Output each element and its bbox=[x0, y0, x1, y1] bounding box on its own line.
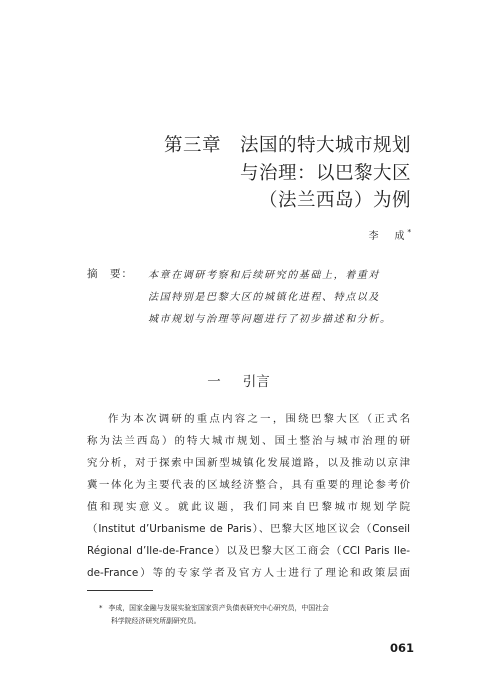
section-heading bbox=[0, 370, 477, 390]
body-text-line: 称为法兰西岛）的特大城市规划、国土整治与城市治理的研 bbox=[87, 435, 410, 447]
body-text-line: 作为本次调研的重点内容之一，围绕巴黎大区（正式名 bbox=[108, 413, 410, 425]
body-text-line: 冀一体化为主要代表的区域经济整合，具有重要的理论参考价 bbox=[87, 479, 410, 491]
author-footnote-mark[interactable]: * bbox=[407, 228, 411, 237]
chapter-title-line-3: （法兰西岛）为例 bbox=[258, 190, 411, 211]
abstract-label: 摘 要： bbox=[87, 268, 133, 280]
footnote-mark: * bbox=[99, 604, 103, 612]
page-number: 061 bbox=[390, 641, 415, 655]
abstract-line: 城市规划与治理等问题进行了初步描述和分析。 bbox=[148, 314, 392, 325]
footnote-divider bbox=[87, 590, 153, 591]
section-number: 一 bbox=[207, 374, 221, 390]
body-text-line: de-France）等的专家学者及官方人士进行了理论和政策层面 bbox=[87, 567, 410, 579]
footnote-text: 李成，国家金融与发展实验室国家资产负债表研究中心研究员，中国社会 bbox=[108, 604, 329, 612]
body-text-line: 究分析，对于探索中国新型城镇化发展道路，以及推动以京津 bbox=[87, 457, 410, 469]
author-name: 李 成 bbox=[368, 231, 408, 242]
chapter-title-line-2: 与治理：以巴黎大区 bbox=[239, 163, 411, 184]
body-text-line: 值和现实意义。就此议题，我们同来自巴黎城市规划学院 bbox=[87, 501, 410, 513]
footnote-line-1 bbox=[99, 602, 329, 612]
footnote-line-2: 科学院经济研究所副研究员。 bbox=[111, 617, 201, 625]
chapter-title-line-1: 第三章 法国的特大城市规划 bbox=[163, 135, 411, 156]
abstract-line: 本章在调研考察和后续研究的基础上，着重对 bbox=[148, 270, 380, 281]
abstract-line: 法国特别是巴黎大区的城镇化进程、特点以及 bbox=[148, 292, 380, 303]
author-line bbox=[369, 227, 412, 242]
section-title: 引言 bbox=[242, 374, 270, 390]
body-text-line: （Institut d’Urbanisme de Paris）、巴黎大区地区议会（Conseil bbox=[87, 523, 410, 535]
body-text-line: Régional d’Ile-de-France）以及巴黎大区工商会（CCI Paris Ile- bbox=[87, 545, 410, 557]
